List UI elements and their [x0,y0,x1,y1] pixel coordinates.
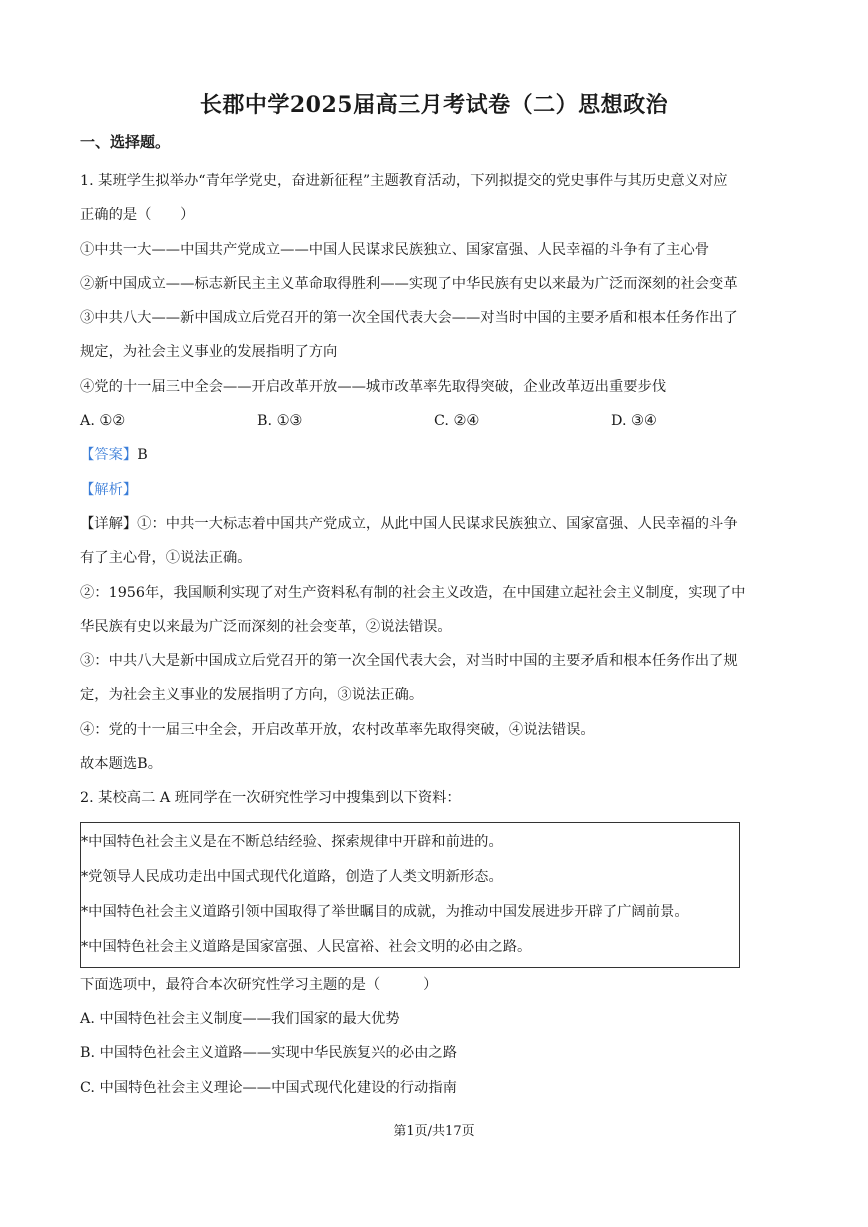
q1-options [80,404,788,438]
q1-option-c: C. ②④ [434,413,480,430]
q1-conclusion: 故本题选B。 [80,756,162,773]
q1-stem-line2: 正确的是（ ） [80,207,195,224]
q1-stem-line1: 1. 某班学生拟举办“青年学党史，奋进新征程”主题教育活动，下列拟提交的党史事件与其历史意义对应 [80,173,728,189]
q1-item2: ②新中国成立——标志新民主主义革命取得胜利——实现了中华民族有史以来最为广泛而深刻的社会变革 [80,275,738,292]
q1-analysis [80,473,788,507]
analysis-tag: 【解析】 [80,481,138,498]
q1-detail-line1: 【详解】①：中共一大标志着中国共产党成立，从此中国人民谋求民族独立、国家富强、人民幸福的斗争 [80,515,738,532]
q2-box-item: *中国特色社会主义道路引领中国取得了举世瞩目的成就，为推动中国发展进步开辟了广阔前景。 [81,903,689,920]
answer-tag: 【答案】 [80,447,138,464]
q1-option-b: B. ①③ [257,413,303,430]
q1-option-d: D. ③④ [611,413,657,430]
q2-box-item: *中国特色社会主义道路是国家富强、人民富裕、社会文明的必由之路。 [81,938,532,955]
section-heading: 一、选择题。 [80,133,171,151]
q1-item1: ①中共一大——中国共产党成立——中国人民谋求民族独立、国家富强、人民幸福的斗争有了主心骨 [80,241,710,258]
q2-box-item: *中国特色社会主义是在不断总结经验、探索规律中开辟和前进的。 [81,833,503,850]
q1-option-a: A. ①② [80,413,126,430]
document-content [80,164,788,1105]
q1-detail-line6: 定，为社会主义事业的发展指明了方向，③说法正确。 [80,687,424,704]
q2-question: 下面选项中，最符合本次研究性学习主题的是（ ） [80,976,438,993]
q1-detail-line3: ②：1956年，我国顺利实现了对生产资料私有制的社会主义改造，在中国建立起社会主义制度，实现了中 [80,584,746,601]
q2-option-a: A. 中国特色社会主义制度——我们国家的最大优势 [80,1010,400,1027]
q2-material-box [80,822,740,968]
q1-detail-line5: ③：中共八大是新中国成立后党召开的第一次全国代表大会，对当时中国的主要矛盾和根本任务作出了规 [80,653,738,670]
q1-detail-line4: 华民族有史以来最为广泛而深刻的社会变革，②说法错误。 [80,618,452,635]
q2-option-b: B. 中国特色社会主义道路——实现中华民族复兴的必由之路 [80,1045,458,1062]
q1-detail-line7: ④：党的十一届三中全会，开启改革开放，农村改革率先取得突破，④说法错误。 [80,721,595,738]
document-title: 长郡中学2025届高三月考试卷（二）思想政治 [199,92,669,118]
q1-item4: ④党的十一届三中全会——开启改革开放——城市改革率先取得突破，企业改革迈出重要步伐 [80,378,667,395]
q2-box-item: *党领导人民成功走出中国式现代化道路，创造了人类文明新形态。 [81,868,503,885]
q1-item3-line2: 规定，为社会主义事业的发展指明了方向 [80,344,338,361]
answer-value: B [137,447,148,464]
q1-detail-line2: 有了主心骨，①说法正确。 [80,550,252,567]
q2-stem: 2. 某校高二 A 班同学在一次研究性学习中搜集到以下资料： [80,790,461,807]
q1-item3-line1: ③中共八大——新中国成立后党召开的第一次全国代表大会——对当时中国的主要矛盾和根本任务作出了 [80,310,738,327]
page-footer: 第1页/共17页 [393,1124,475,1139]
q2-option-c: C. 中国特色社会主义理论——中国式现代化建设的行动指南 [80,1079,457,1096]
q1-answer [80,438,788,472]
